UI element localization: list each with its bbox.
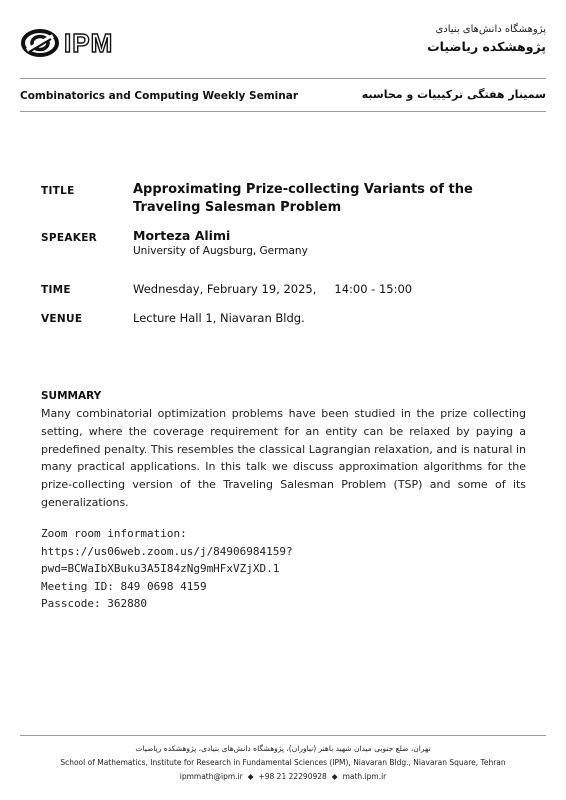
zoom-info bbox=[41, 525, 293, 613]
speaker-name: Morteza Alimi bbox=[133, 228, 231, 243]
talk-time: 14:00 - 15:00 bbox=[334, 282, 413, 296]
seminar-name-en: Combinatorics and Computing Weekly Seminar bbox=[20, 90, 299, 102]
venue: Lecture Hall 1, Niavaran Bldg. bbox=[133, 311, 305, 325]
institute-line: پژوهشگاه دانش‌های بنیادی bbox=[435, 24, 546, 35]
summary-heading: SUMMARY bbox=[41, 390, 102, 402]
ipm-emblem-icon bbox=[20, 28, 60, 58]
speaker-block bbox=[133, 228, 308, 257]
phone-number: +98 21 22290928 bbox=[258, 772, 327, 781]
title-label: TITLE bbox=[41, 185, 75, 197]
talk-title: Approximating Prize-collecting Variants of the Traveling Salesman Problem bbox=[133, 182, 473, 215]
time-block bbox=[133, 282, 412, 296]
zoom-link-continued[interactable]: pwd=BCWaIbXBuku3A5I84zNg9mHFxVZjXD.1 bbox=[41, 562, 280, 576]
separator-icon: ◆ bbox=[331, 772, 338, 781]
seminar-divider bbox=[20, 111, 546, 112]
meeting-id: Meeting ID: 849 0698 4159 bbox=[41, 579, 207, 593]
footer-divider bbox=[20, 735, 546, 736]
footer-contacts bbox=[0, 772, 566, 781]
logo-text: IPM bbox=[64, 28, 114, 58]
summary-text: Many combinatorial optimization problems have been studied in the prize collecting setting, where the coverage requirement for an entity can be relaxed by paying a predefined penalty. This resembles the classical Lagrangian relaxation, and is natural in many practical applications. In this talk we discuss approximation algorithms for the prize-collecting version of the Traveling Salesman Problem (TSP) and some of its generalizations. bbox=[41, 407, 526, 509]
zoom-heading: Zoom room information: bbox=[41, 527, 187, 540]
seminar-name-fa: سمینار هفتگی ترکیبیات و محاسبه bbox=[361, 88, 546, 101]
speaker-affiliation: University of Augsburg, Germany bbox=[133, 245, 308, 257]
footer-address-en: School of Mathematics, Institute for Research in Fundamental Sciences (IPM), Niavaran Bldg., Niavaran Square, Tehran bbox=[60, 758, 506, 767]
zoom-link[interactable]: https://us06web.zoom.us/j/84906984159? bbox=[41, 544, 293, 558]
email-link[interactable]: ipmmath@ipm.ir bbox=[179, 772, 243, 781]
time-label: TIME bbox=[41, 284, 71, 296]
institute-name-fa bbox=[427, 24, 546, 54]
school-line: پژوهشکده ریاضیات bbox=[427, 39, 546, 54]
separator-icon: ◆ bbox=[247, 772, 254, 781]
header-divider bbox=[20, 78, 546, 79]
passcode: Passcode: 362880 bbox=[41, 597, 147, 611]
website-link[interactable]: math.ipm.ir bbox=[342, 772, 387, 781]
ipm-logo bbox=[20, 28, 113, 58]
talk-date: Wednesday, February 19, 2025, bbox=[133, 282, 317, 296]
venue-label: VENUE bbox=[41, 313, 83, 325]
speaker-label: SPEAKER bbox=[41, 232, 98, 244]
footer-address-fa: تهران، ضلع جنوبی میدان شهید باهنر (نیاوران)، پژوهشگاه دانش‌های بنیادی، پژوهشکده ریاضیات bbox=[135, 744, 431, 753]
